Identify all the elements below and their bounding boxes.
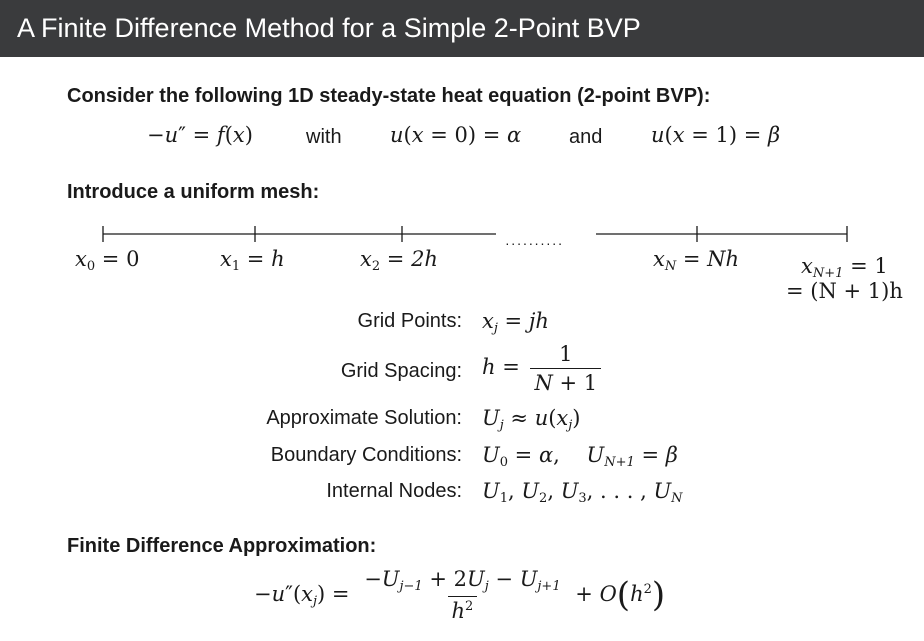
section-heading-bvp: Consider the following 1D steady-state heat equation (2-point BVP):: [67, 85, 711, 107]
slide-title: A Finite Difference Method for a Simple 2-Point BVP: [0, 0, 924, 57]
mesh-label-xN1-line2: = (N + 1)h: [786, 279, 903, 303]
equation-ode: −u″ = f(x): [147, 123, 253, 147]
word-with: with: [306, 126, 342, 148]
word-and: and: [569, 126, 603, 148]
formula-grid-spacing: h = $\frac{1}{N + 1}$: [482, 342, 605, 395]
mesh-label-x1: $x_1 = h$: [220, 247, 285, 274]
mesh-label-x0: $x_0 = 0$: [75, 247, 140, 274]
label-grid-points: Grid Points:: [357, 310, 462, 332]
formula-grid-points: $x_j$ = jh: [482, 309, 549, 336]
label-boundary-conditions: Boundary Conditions:: [270, 444, 462, 466]
formula-fd-approximation: $-u''(x_j)$ = $\frac{-U_{j-1} + 2U_j - U_{j+1}}{h^2}$ + $O(h^2)$: [254, 567, 666, 623]
label-approx-solution: Approximate Solution:: [266, 407, 462, 429]
equation-bc-right: u(x = 1) = β: [651, 123, 781, 147]
mesh-label-xN: $x_N = Nh$: [653, 247, 740, 274]
formula-boundary-conditions: $U_0 = \alpha$, $U_{N+1} = \beta$: [482, 443, 678, 470]
label-grid-spacing: Grid Spacing:: [340, 360, 462, 382]
formula-internal-nodes: $U_1$, $U_2$, $U_3$, . . . , $U_N$: [482, 479, 683, 506]
mesh-label-x2: $x_2 = 2h$: [360, 247, 438, 274]
equation-bc-left: u(x = 0) = α: [390, 123, 522, 147]
mesh-label-xN1: $x_{N+1} = 1$: [801, 254, 888, 281]
label-internal-nodes: Internal Nodes:: [326, 480, 462, 502]
formula-approx-solution: $U_j \approx u(x_j)$: [482, 406, 581, 433]
section-heading-mesh: Introduce a uniform mesh:: [67, 181, 320, 203]
mesh-ellipsis: ··········: [505, 235, 564, 251]
section-heading-fd: Finite Difference Approximation:: [67, 535, 377, 557]
